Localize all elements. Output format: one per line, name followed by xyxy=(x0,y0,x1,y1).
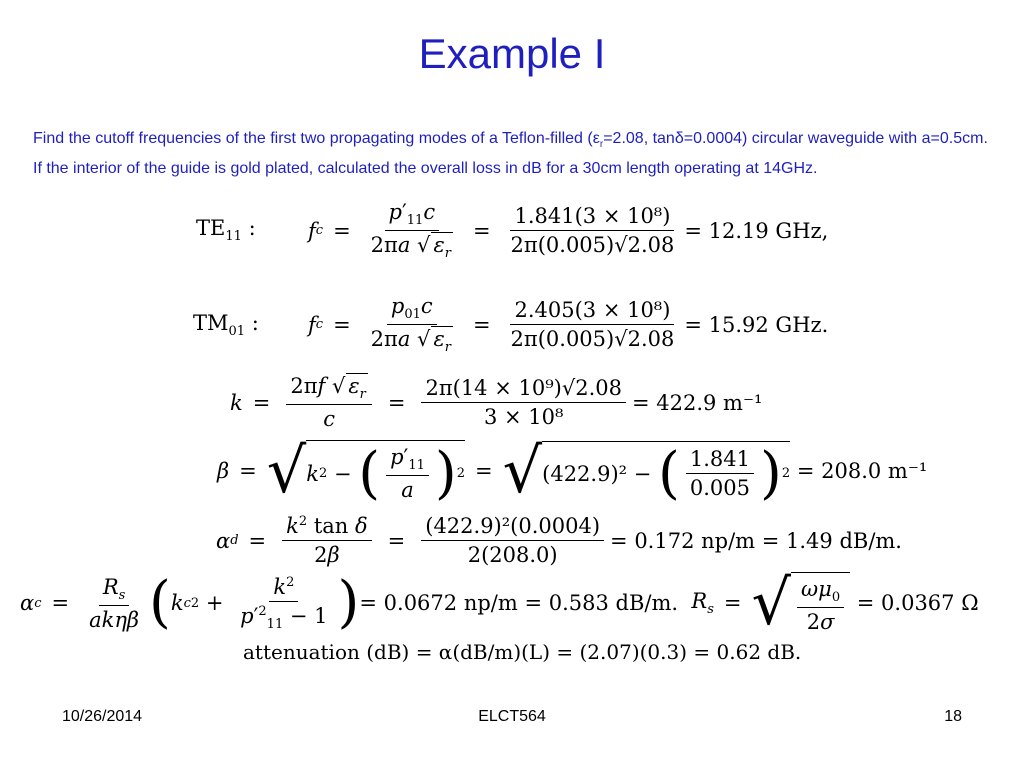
tm01-mode: TM xyxy=(193,311,229,335)
alpha-c-result: = 0.0672 np/m = 0.583 dB/m. xyxy=(359,591,679,616)
k-denominator: 3 × 10⁸ xyxy=(483,405,564,430)
rs-result: = 0.0367 Ω xyxy=(856,591,979,616)
alpha-d-fraction xyxy=(421,514,604,567)
beta-fraction xyxy=(686,447,754,500)
k-equation: k = $\frac{2\pi f √ \varepsilon_r}{c}$ = $\frac{\text{2π(14 × 10⁹)√2.08}}{\text{3 × 10⁸}}$ = 422.9 m⁻¹ xyxy=(230,374,763,432)
alpha-d-result: = 0.172 np/m = 1.49 dB/m. xyxy=(610,528,902,553)
problem-text-part2: =2.08, tanδ=0.0004) circular waveguide with a=0.5cm. If the interior of the guide is gold plated, calculated the overall loss in dB for a 30cm length operating at 14GHz. xyxy=(33,130,988,178)
problem-text-part1: Find the cutoff frequencies of the first two propagating modes of a Teflon-filled (ε xyxy=(33,130,600,147)
tm01-equation: f c = $\frac{p_{01}c}{2\pi a √ \varepsilon_r}$ = $\frac{\text{2.405(3 × 10⁸)}}{2\pi(0.005)√2.08}$ = 15.92 GHz. xyxy=(308,294,829,356)
footer-date: 10/26/2014 xyxy=(62,708,143,725)
te11-result: = 12.19 GHz, xyxy=(684,218,829,243)
slide-title: Example I xyxy=(418,30,606,77)
beta-denominator: 0.005 xyxy=(689,476,751,501)
te11-equation: f c = $\frac{p'_{11}c}{2\pi a √ \varepsilon_r}$ = $\frac{\text{1.841(3 × 10⁸)}}{2\pi(0.005)√2.08}$ = 12.19 GHz, xyxy=(308,200,829,262)
alpha-d-equation: α d = $\frac{k^2 \tan \delta}{2\beta}$ = $\frac{\text{(422.9)²(0.0004)}}{2(208.0)}$ = 0.172 np/m = 1.49 dB/m. xyxy=(216,514,902,567)
alpha-c-equation: α c = $\frac{R_s}{\text{akηβ}}$ ( k c 2 + $\frac{k^2}{p'^2_{11} - 1}$ ) = 0.0672 np/m = 0.583 dB/m. $R_s$ = √ $\frac{\omega\mu_0}{2\sigma}$ = 0.0367 Ω xyxy=(20,566,979,640)
te11-mode-sub: 11 xyxy=(225,229,242,245)
alpha-d-denominator: 2(208.0) xyxy=(467,543,558,567)
tm01-mode-sub: 01 xyxy=(228,324,246,340)
k-result: = 422.9 m⁻¹ xyxy=(631,390,763,415)
footer-course: ELCT564 xyxy=(478,708,546,725)
te11-colon: : xyxy=(248,216,256,240)
alpha-d-numerator: (422.9)²(0.0004) xyxy=(421,514,604,541)
k-fraction xyxy=(421,376,626,429)
tm01-label xyxy=(193,311,259,339)
te11-mode: TE xyxy=(196,216,226,240)
tm01-colon: : xyxy=(251,311,259,335)
tm01-denominator: 2π(0.005)√2.08 xyxy=(510,327,675,352)
problem-text-subscript: r xyxy=(599,139,604,151)
beta-numerator: 1.841 xyxy=(686,447,754,474)
attenuation-equation: attenuation (dB) = α(dB/m)(L) = (2.07)(0.3) = 0.62 dB. xyxy=(243,640,802,664)
beta-result: = 208.0 m⁻¹ xyxy=(796,459,928,484)
tm01-result: = 15.92 GHz. xyxy=(684,312,829,337)
te11-fraction xyxy=(507,204,679,257)
te11-numerator: 1.841(3 × 10⁸) xyxy=(510,204,674,231)
beta-mid-term: (422.9)² − xyxy=(542,461,652,486)
k-numerator: 2π(14 × 10⁹)√2.08 xyxy=(421,376,626,403)
footer-page-number: 18 xyxy=(944,708,962,725)
problem-statement xyxy=(33,127,1001,181)
tm01-numerator: 2.405(3 × 10⁸) xyxy=(510,298,674,325)
te11-denominator: 2π(0.005)√2.08 xyxy=(510,233,675,258)
tm01-fraction xyxy=(507,298,679,351)
beta-equation: β = √ k 2 − ( $\frac{p'_{11}}{a}$ ) 2 = √ (422.9)² − ( $\frac{1.841}{0.005}$ ) 2 = 208.0 m⁻¹ xyxy=(217,434,928,508)
te11-label xyxy=(196,216,256,244)
